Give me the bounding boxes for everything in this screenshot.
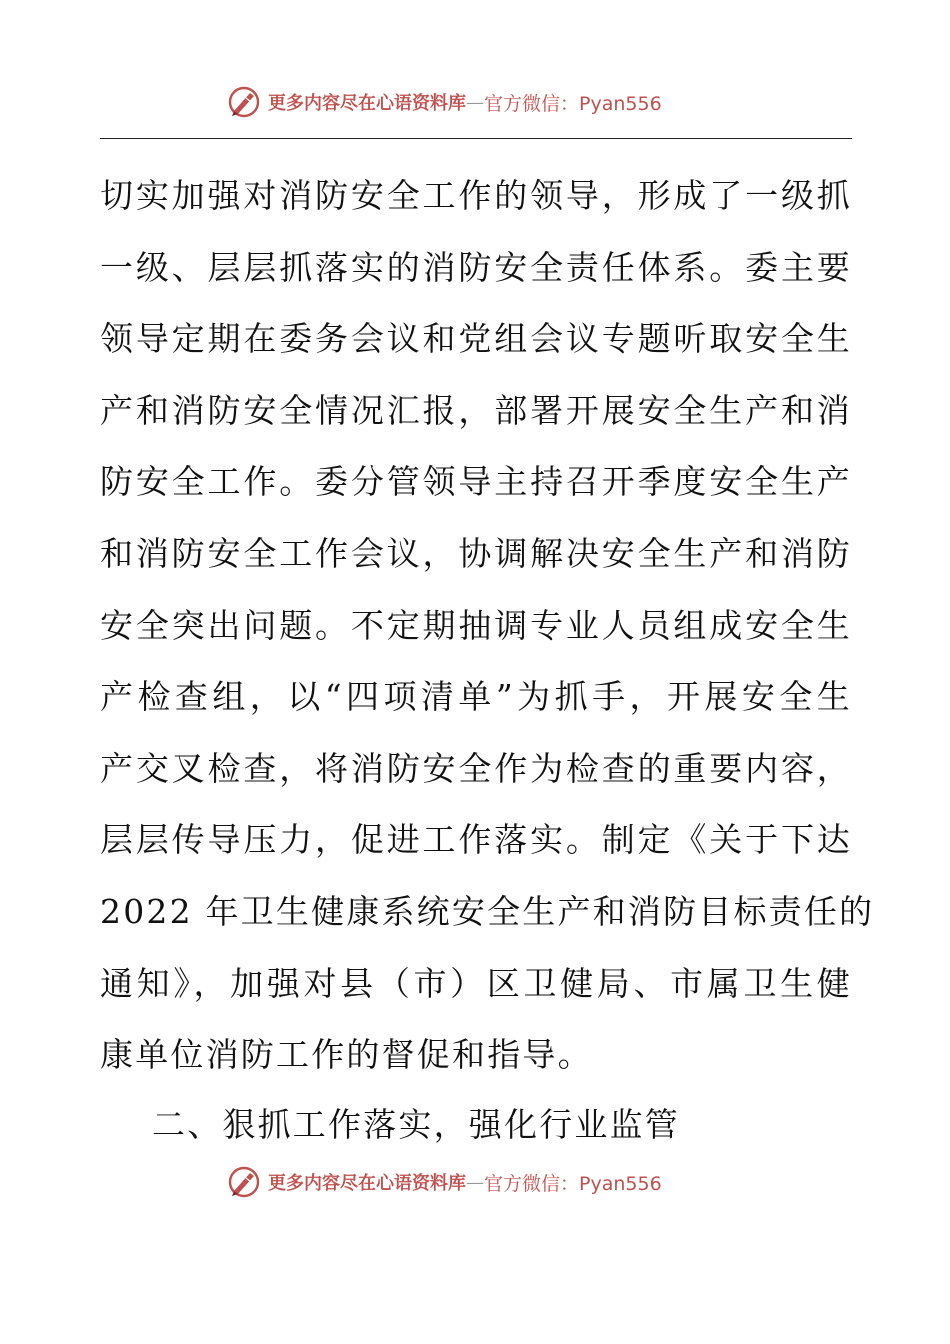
body-line: 康单位消防工作的督促和指导。	[100, 1035, 593, 1075]
body-line: 2022 年卫生健康系统安全生产和消防目标责任的	[100, 891, 875, 931]
watermark-separator: —	[466, 1171, 484, 1193]
header-watermark	[226, 82, 662, 122]
body-paragraph	[100, 160, 875, 1091]
body-line: 和消防安全工作会议，协调解决安全生产和消防	[100, 533, 852, 573]
body-line: 切实加强对消防安全工作的领导，形成了一级抓	[100, 176, 852, 215]
watermark-separator: —	[466, 91, 484, 113]
footer-watermark	[226, 1162, 662, 1202]
body-line: 领导定期在委务会议和党组会议专题听取安全生	[100, 319, 852, 359]
section-heading: 二、狠抓工作落实，强化行业监管	[152, 1105, 680, 1144]
body-line: 产交叉检查，将消防安全作为检查的重要内容，	[100, 748, 852, 788]
body-line: 一级、层层抓落实的消防安全责任体系。委主要	[100, 247, 852, 287]
body-line: 安全突出问题。不定期抽调专业人员组成安全生	[100, 605, 852, 645]
header-rule	[100, 138, 852, 139]
watermark-brand: 更多内容尽在心语资料库	[268, 1173, 466, 1194]
body-line: 产和消防安全情况汇报，部署开展安全生产和消	[100, 390, 852, 430]
body-line: 产检查组，以“四项清单”为抓手，开展安全生	[100, 677, 852, 717]
watermark-contact: 官方微信：Pyan556	[484, 1172, 662, 1195]
watermark-brand: 更多内容尽在心语资料库	[268, 93, 466, 114]
pen-logo-icon	[226, 1164, 262, 1200]
body-line: 层层传导压力，促进工作落实。制定《关于下达	[100, 820, 852, 860]
body-line: 防安全工作。委分管领导主持召开季度安全生产	[100, 462, 852, 502]
watermark-contact: 官方微信：Pyan556	[484, 92, 662, 115]
pen-logo-icon	[226, 84, 262, 120]
body-line: 通知》，加强对县（市）区卫健局、市属卫生健	[100, 963, 852, 1003]
